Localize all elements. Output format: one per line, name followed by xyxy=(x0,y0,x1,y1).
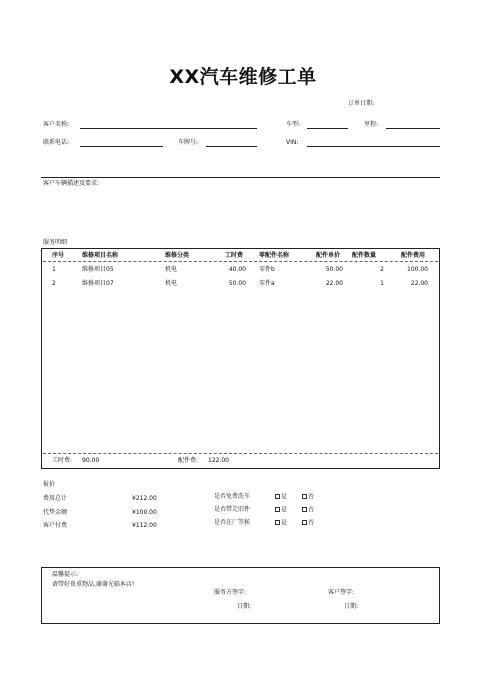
table-cell: 1 xyxy=(52,266,56,273)
col-header-item: 维修项目名称 xyxy=(82,252,119,259)
table-cell: 1 xyxy=(380,280,384,287)
wait-yes[interactable]: 是 xyxy=(275,520,287,527)
old-parts-question: 是否带走旧件 xyxy=(214,506,251,513)
table-cell: 40.00 xyxy=(228,266,246,273)
car-model-field[interactable] xyxy=(307,128,348,129)
customer-signature-label: 客户签字: xyxy=(328,589,355,596)
col-header-part-cost: 配件费用 xyxy=(401,252,426,259)
table-cell: 机电 xyxy=(165,266,178,273)
phone-label: 联系电话: xyxy=(43,139,70,146)
table-cell: 22.00 xyxy=(410,280,428,287)
labor-total-label: 工时费: xyxy=(52,457,73,464)
customer-pay-value: ¥112.00 xyxy=(132,522,157,529)
tips-title: 温馨提示: xyxy=(52,571,79,578)
checkbox-icon xyxy=(302,494,307,499)
mileage-field[interactable] xyxy=(386,128,440,129)
fault-description-label: 客户车辆描述及要求: xyxy=(43,180,100,187)
plate-label: 车牌号: xyxy=(178,139,199,146)
col-header-part-qty: 配件数量 xyxy=(352,252,377,259)
parts-total-label: 配件费: xyxy=(178,457,199,464)
old-parts-yes[interactable]: 是 xyxy=(275,507,287,514)
tips-text: 请带好贵重物品,谢谢光临本店! xyxy=(52,581,135,588)
col-header-part-price: 配件单价 xyxy=(316,252,341,259)
col-header-index: 序号 xyxy=(52,252,65,259)
col-header-category: 维修分类 xyxy=(165,252,190,259)
customer-name-label: 客户名称: xyxy=(43,121,70,128)
labor-total-value: 90.00 xyxy=(82,457,100,464)
free-wash-question: 是否免费洗车 xyxy=(214,493,251,500)
table-cell: 50.00 xyxy=(325,266,343,273)
old-parts-no[interactable]: 否 xyxy=(302,507,314,514)
table-cell: 100.00 xyxy=(407,266,428,273)
header-divider xyxy=(43,261,438,262)
order-date-label: 订单日期: xyxy=(348,100,375,107)
customer-date-label: 日期: xyxy=(344,603,359,610)
checkbox-icon xyxy=(275,494,280,499)
col-header-labor: 工时费 xyxy=(225,252,244,259)
page-title: XX汽车维修工单 xyxy=(169,66,317,88)
collect-amount-label: 代垫金额 xyxy=(43,509,68,516)
free-wash-yes[interactable]: 是 xyxy=(275,494,287,501)
parts-total-value: 122.00 xyxy=(208,457,229,464)
table-cell: 维修项目05 xyxy=(82,266,114,273)
vin-label: VIN: xyxy=(286,139,299,146)
phone-field[interactable] xyxy=(80,146,163,147)
table-cell: 50.00 xyxy=(228,280,246,287)
service-section-label: 服务明细 xyxy=(43,239,68,246)
checkbox-icon xyxy=(275,507,280,512)
table-cell: 维修项目07 xyxy=(82,280,114,287)
vin-field[interactable] xyxy=(307,146,440,147)
wait-no[interactable]: 否 xyxy=(302,520,314,527)
divider xyxy=(41,177,440,178)
mileage-label: 里程: xyxy=(364,121,379,128)
wait-question: 是否在厂等候 xyxy=(214,519,251,526)
advisor-date-label: 日期: xyxy=(237,603,252,610)
plate-field[interactable] xyxy=(206,146,257,147)
collect-amount-value: ¥100.00 xyxy=(132,509,157,516)
table-cell: 零件a xyxy=(259,280,275,287)
col-header-part-name: 零配件名称 xyxy=(259,252,290,259)
total-fee-value: ¥212.00 xyxy=(132,495,157,502)
customer-pay-label: 客户付费 xyxy=(43,522,68,529)
checkbox-icon xyxy=(302,507,307,512)
checkbox-icon xyxy=(275,520,280,525)
free-wash-no[interactable]: 否 xyxy=(302,494,314,501)
advisor-signature-label: 服务方签字: xyxy=(214,589,247,596)
table-cell: 22.00 xyxy=(325,280,343,287)
totals-divider xyxy=(43,453,438,454)
customer-name-field[interactable] xyxy=(80,128,257,129)
table-cell: 2 xyxy=(380,266,384,273)
table-cell: 2 xyxy=(52,280,56,287)
checkbox-icon xyxy=(302,520,307,525)
payment-section-label: 报价 xyxy=(43,481,56,488)
table-cell: 机电 xyxy=(165,280,178,287)
table-cell: 零件b xyxy=(259,266,275,273)
car-model-label: 车型: xyxy=(286,121,301,128)
total-fee-label: 费用总计 xyxy=(43,495,68,502)
